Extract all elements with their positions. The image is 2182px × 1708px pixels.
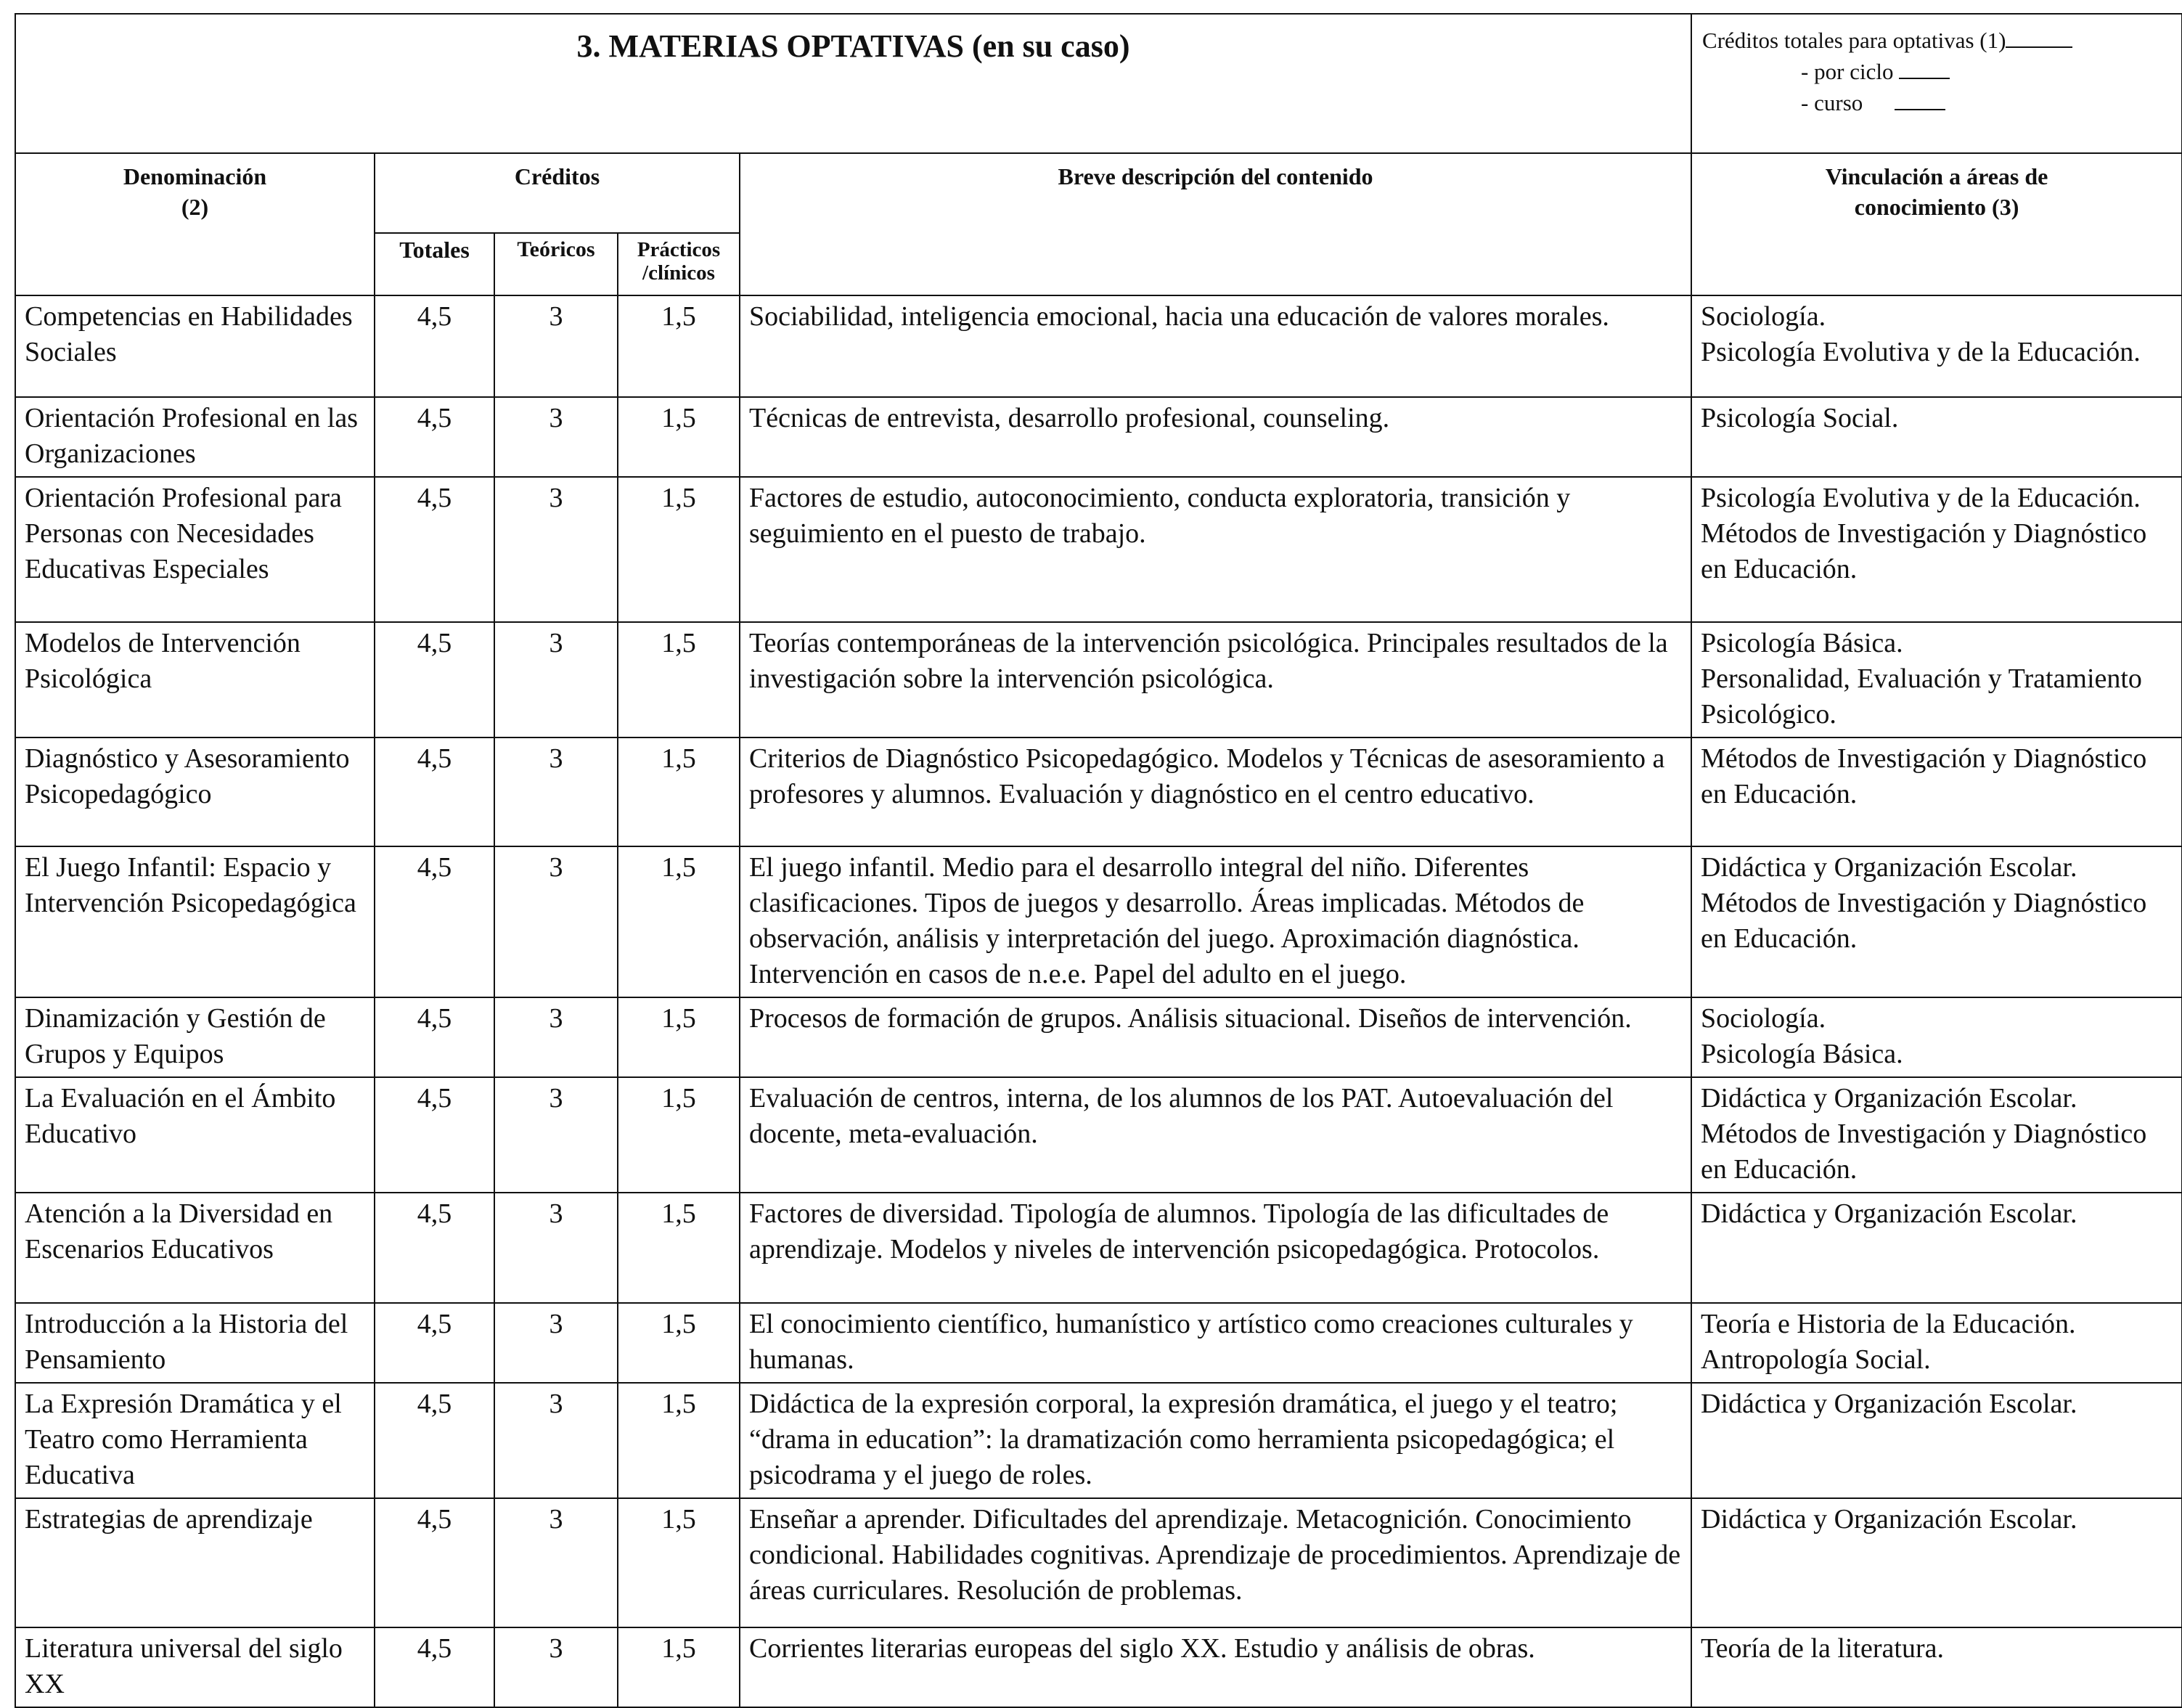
credits-theory-value: 3	[494, 1627, 618, 1707]
knowledge-areas	[1691, 1077, 2182, 1193]
credits-theory-value: 3	[494, 477, 618, 622]
credits-practice-value: 1,5	[618, 1498, 740, 1627]
knowledge-area: Didáctica y Organización Escolar.	[1701, 1198, 2077, 1229]
credits-total-value: 4,5	[375, 295, 494, 397]
knowledge-area: Didáctica y Organización Escolar.	[1701, 1083, 2077, 1114]
credits-practice-value: 1,5	[618, 295, 740, 397]
credits-practice-value: 1,5	[618, 622, 740, 737]
table-row	[15, 1303, 2182, 1383]
knowledge-area: Sociología.	[1701, 301, 1826, 332]
knowledge-area: Psicología Evolutiva y de la Educación.	[1701, 337, 2141, 367]
credits-practice-value: 1,5	[618, 1383, 740, 1498]
title-cell	[15, 14, 1691, 153]
credits-theory-value: 3	[494, 1077, 618, 1193]
knowledge-areas	[1691, 397, 2182, 477]
credits-theory-value: 3	[494, 1193, 618, 1303]
subject-name: Orientación Profesional en las Organizaciones	[15, 397, 375, 477]
knowledge-areas	[1691, 997, 2182, 1077]
credits-practice-value: 1,5	[618, 997, 740, 1077]
per-course-label: - curso	[1801, 90, 1863, 115]
knowledge-areas	[1691, 1627, 2182, 1707]
title-row	[15, 14, 2182, 153]
knowledge-area: Psicología Evolutiva y de la Educación.	[1701, 483, 2141, 513]
per-cycle-label: - por ciclo	[1801, 59, 1894, 84]
credits-theory-value: 3	[494, 622, 618, 737]
header-totales: Totales	[375, 233, 494, 295]
knowledge-areas	[1691, 1193, 2182, 1303]
table-body	[15, 295, 2182, 1707]
credits-total-value: 4,5	[375, 1498, 494, 1627]
knowledge-area: Métodos de Investigación y Diagnóstico en Educación.	[1701, 518, 2147, 584]
table-row	[15, 1383, 2182, 1498]
optional-subjects-table	[15, 13, 2182, 1708]
knowledge-areas	[1691, 1383, 2182, 1498]
table-row	[15, 737, 2182, 846]
credits-total-value: 4,5	[375, 1303, 494, 1383]
subject-name: Orientación Profesional para Personas con Necesidades Educativas Especiales	[15, 477, 375, 622]
credits-total-value: 4,5	[375, 1077, 494, 1193]
content-description: Sociabilidad, inteligencia emocional, hacia una educación de valores morales.	[740, 295, 1691, 397]
knowledge-area: Psicología Básica.	[1701, 628, 1903, 658]
knowledge-area: Métodos de Investigación y Diagnóstico en Educación.	[1701, 1119, 2147, 1185]
table-row	[15, 295, 2182, 397]
knowledge-areas	[1691, 1498, 2182, 1627]
header-creditos: Créditos	[375, 153, 740, 233]
credits-practice-value: 1,5	[618, 477, 740, 622]
subject-name: Diagnóstico y Asesoramiento Psicopedagógico	[15, 737, 375, 846]
subject-name: Dinamización y Gestión de Grupos y Equipos	[15, 997, 375, 1077]
table-row	[15, 1627, 2182, 1707]
content-description: Criterios de Diagnóstico Psicopedagógico. Modelos y Técnicas de asesoramiento a profesores y alumnos. Evaluación y diagnóstico en el centro educativo.	[740, 737, 1691, 846]
knowledge-area: Teoría e Historia de la Educación.	[1701, 1309, 2076, 1339]
credits-total-value: 4,5	[375, 846, 494, 997]
credits-total-value: 4,5	[375, 1193, 494, 1303]
content-description: Factores de diversidad. Tipología de alumnos. Tipología de las dificultades de aprendizaje. Modelos y niveles de intervención psicopedagógica. Protocolos.	[740, 1193, 1691, 1303]
credits-theory-value: 3	[494, 397, 618, 477]
credits-theory-value: 3	[494, 997, 618, 1077]
header-teoricos: Teóricos	[494, 233, 618, 295]
header-descripcion: Breve descripción del contenido	[740, 153, 1691, 295]
knowledge-area: Psicología Social.	[1701, 403, 1899, 433]
knowledge-area: Antropología Social.	[1701, 1344, 1931, 1375]
header-denominacion: Denominación (2)	[15, 153, 375, 295]
table-row	[15, 397, 2182, 477]
credits-practice-value: 1,5	[618, 397, 740, 477]
credits-summary	[1691, 14, 2182, 153]
credits-practice-value: 1,5	[618, 1303, 740, 1383]
header-vinculacion: Vinculación a áreas de conocimiento (3)	[1691, 153, 2182, 295]
per-course-blank	[1895, 109, 1945, 110]
subject-name: Modelos de Intervención Psicológica	[15, 622, 375, 737]
subject-name: La Expresión Dramática y el Teatro como Herramienta Educativa	[15, 1383, 375, 1498]
knowledge-area: Sociología.	[1701, 1003, 1826, 1034]
table-row	[15, 1498, 2182, 1627]
header-row-1	[15, 153, 2182, 233]
credits-theory-value: 3	[494, 1383, 618, 1498]
knowledge-area: Métodos de Investigación y Diagnóstico en Educación.	[1701, 743, 2147, 809]
credits-total-blank	[2006, 46, 2072, 48]
header-practicos: Prácticos /clínicos	[618, 233, 740, 295]
subject-name: Introducción a la Historia del Pensamiento	[15, 1303, 375, 1383]
credits-total-label: Créditos totales para optativas (1)	[1702, 28, 2006, 53]
credits-theory-value: 3	[494, 737, 618, 846]
content-description: El conocimiento científico, humanístico y artístico como creaciones culturales y humanas.	[740, 1303, 1691, 1383]
credits-theory-value: 3	[494, 1498, 618, 1627]
content-description: Corrientes literarias europeas del siglo XX. Estudio y análisis de obras.	[740, 1627, 1691, 1707]
knowledge-area: Didáctica y Organización Escolar.	[1701, 1389, 2077, 1419]
knowledge-area: Didáctica y Organización Escolar.	[1701, 852, 2077, 883]
knowledge-areas	[1691, 622, 2182, 737]
content-description: El juego infantil. Medio para el desarrollo integral del niño. Diferentes clasificaciones. Tipos de juegos y desarrollo. Áreas implicadas. Métodos de observación, análisis y interpretación del juego. Aproximación diagnóstica. Intervención en casos de n.e.e. Papel del adulto en el juego.	[740, 846, 1691, 997]
credits-total-value: 4,5	[375, 1383, 494, 1498]
knowledge-area: Didáctica y Organización Escolar.	[1701, 1504, 2077, 1535]
knowledge-areas	[1691, 846, 2182, 997]
knowledge-area: Psicología Básica.	[1701, 1039, 1903, 1069]
table-row	[15, 1193, 2182, 1303]
table-row	[15, 997, 2182, 1077]
knowledge-area: Teoría de la literatura.	[1701, 1633, 1944, 1664]
content-description: Evaluación de centros, interna, de los alumnos de los PAT. Autoevaluación del docente, meta-evaluación.	[740, 1077, 1691, 1193]
credits-theory-value: 3	[494, 1303, 618, 1383]
subject-name: Atención a la Diversidad en Escenarios Educativos	[15, 1193, 375, 1303]
content-description: Procesos de formación de grupos. Análisis situacional. Diseños de intervención.	[740, 997, 1691, 1077]
credits-total-value: 4,5	[375, 397, 494, 477]
credits-practice-value: 1,5	[618, 846, 740, 997]
subject-name: Literatura universal del siglo XX	[15, 1627, 375, 1707]
credits-practice-value: 1,5	[618, 1627, 740, 1707]
subject-name: El Juego Infantil: Espacio y Intervención Psicopedagógica	[15, 846, 375, 997]
table-row	[15, 1077, 2182, 1193]
knowledge-areas	[1691, 737, 2182, 846]
content-description: Teorías contemporáneas de la intervención psicológica. Principales resultados de la investigación sobre la intervención psicológica.	[740, 622, 1691, 737]
table-row	[15, 477, 2182, 622]
credits-total-value: 4,5	[375, 997, 494, 1077]
content-description: Factores de estudio, autoconocimiento, conducta exploratoria, transición y seguimiento en el puesto de trabajo.	[740, 477, 1691, 622]
section-title: 3. MATERIAS OPTATIVAS (en su caso)	[576, 28, 1130, 64]
subject-name: La Evaluación en el Ámbito Educativo	[15, 1077, 375, 1193]
credits-total-value: 4,5	[375, 737, 494, 846]
knowledge-area: Personalidad, Evaluación y Tratamiento Psicológico.	[1701, 663, 2142, 730]
table-row	[15, 622, 2182, 737]
knowledge-areas	[1691, 477, 2182, 622]
credits-practice-value: 1,5	[618, 737, 740, 846]
table-row	[15, 846, 2182, 997]
subject-name: Estrategias de aprendizaje	[15, 1498, 375, 1627]
credits-total-value: 4,5	[375, 477, 494, 622]
credits-theory-value: 3	[494, 846, 618, 997]
credits-practice-value: 1,5	[618, 1077, 740, 1193]
content-description: Enseñar a aprender. Dificultades del aprendizaje. Metacognición. Conocimiento condicional. Habilidades cognitivas. Aprendizaje de procedimientos. Aprendizaje de áreas curriculares. Resolución de problemas.	[740, 1498, 1691, 1627]
knowledge-area: Métodos de Investigación y Diagnóstico en Educación.	[1701, 888, 2147, 954]
knowledge-areas	[1691, 295, 2182, 397]
content-description: Didáctica de la expresión corporal, la expresión dramática, el juego y el teatro; “drama in education”: la dramatización como herramienta psicopedagógica; el psicodrama y el juego de roles.	[740, 1383, 1691, 1498]
content-description: Técnicas de entrevista, desarrollo profesional, counseling.	[740, 397, 1691, 477]
per-cycle-blank	[1899, 78, 1950, 79]
credits-practice-value: 1,5	[618, 1193, 740, 1303]
subject-name: Competencias en Habilidades Sociales	[15, 295, 375, 397]
credits-theory-value: 3	[494, 295, 618, 397]
document-sheet	[15, 13, 2182, 1708]
credits-total-value: 4,5	[375, 1627, 494, 1707]
credits-total-value: 4,5	[375, 622, 494, 737]
knowledge-areas	[1691, 1303, 2182, 1383]
